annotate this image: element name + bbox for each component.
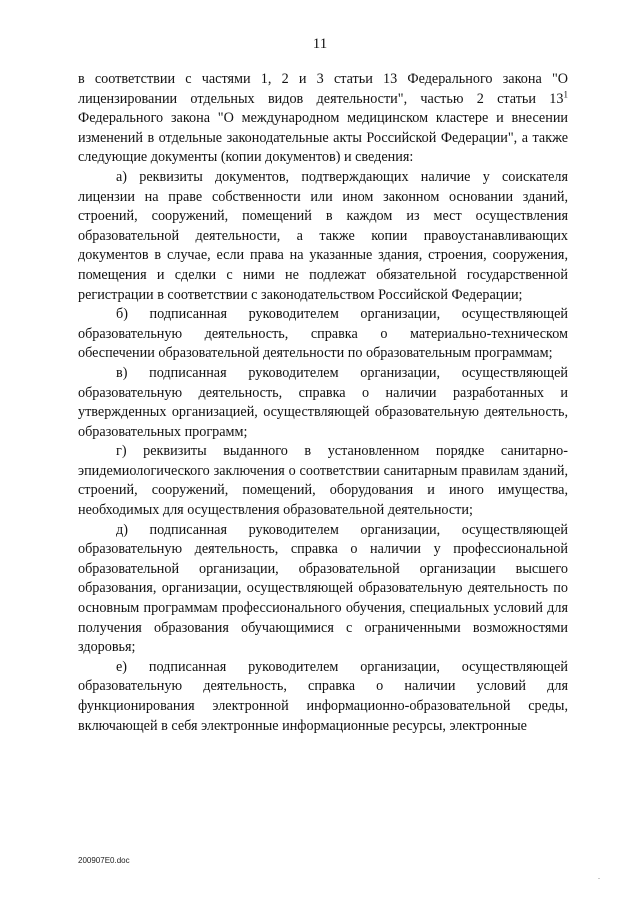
item-v-paragraph: в) подписанная руководителем организации, осуществляющей образовательную деятельность, справка о наличии разработанных и утвержденных организацией, осуществляющей образовательную деятельность, образовательных программ; bbox=[78, 364, 568, 440]
document-body bbox=[78, 70, 568, 736]
item-g-paragraph: г) реквизиты выданного в установленном порядке санитарно-эпидемиологического заключения о соответствии санитарным правилам зданий, строений, сооружений, помещений, оборудования и иного имущества, необходимых для осуществления образовательной деятельности; bbox=[78, 443, 568, 519]
corner-mark: . bbox=[598, 872, 600, 881]
item-d-paragraph: д) подписанная руководителем организации, осуществляющей образовательную деятельность, справка о наличии у профессиональной образовательной организации, образовательной организации высшего образования, организации, осуществляющей образовательную деятельность по основным программам профессионального обучения, специальных условий для получения образования обучающимися с ограниченными возможностями здоровья; bbox=[78, 521, 568, 656]
intro-text-part2: Федерального закона "О международном медицинском кластере и внесении изменений в отдельные законодательные акты Российской Федерации", а также следующие документы (копии документов) и сведения: bbox=[78, 110, 568, 166]
footer-filename: 200907E0.doc bbox=[78, 856, 130, 865]
item-e-paragraph: е) подписанная руководителем организации, осуществляющей образовательную деятельность, справка о наличии условий для функционирования электронной информационно-образовательной среды, включающей в себя электронные информационные ресурсы, электронные bbox=[78, 658, 568, 734]
intro-text-part1: в соответствии с частями 1, 2 и 3 статьи 13 Федерального закона "О лицензировании отдельных видов деятельности", частью 2 статьи 13 bbox=[78, 71, 568, 107]
item-a-paragraph: а) реквизиты документов, подтверждающих наличие у соискателя лицензии на праве собственности или ином законном основании зданий, строений, сооружений, помещений в каждом из мест осуществления образовательной деятельности, а также копии правоустанавливающих документов в случае, если права на указанные здания, строения, сооружения, помещения и сделки с ними не подлежат обязательной государственной регистрации в соответствии с законодательством Российской Федерации; bbox=[78, 168, 568, 303]
intro-superscript: 1 bbox=[563, 88, 568, 99]
intro-paragraph bbox=[78, 70, 568, 168]
page-number: 11 bbox=[312, 36, 328, 52]
item-b-paragraph: б) подписанная руководителем организации, осуществляющей образовательную деятельность, справка о материально-техническом обеспечении образовательной деятельности по образовательным программам; bbox=[78, 306, 568, 362]
